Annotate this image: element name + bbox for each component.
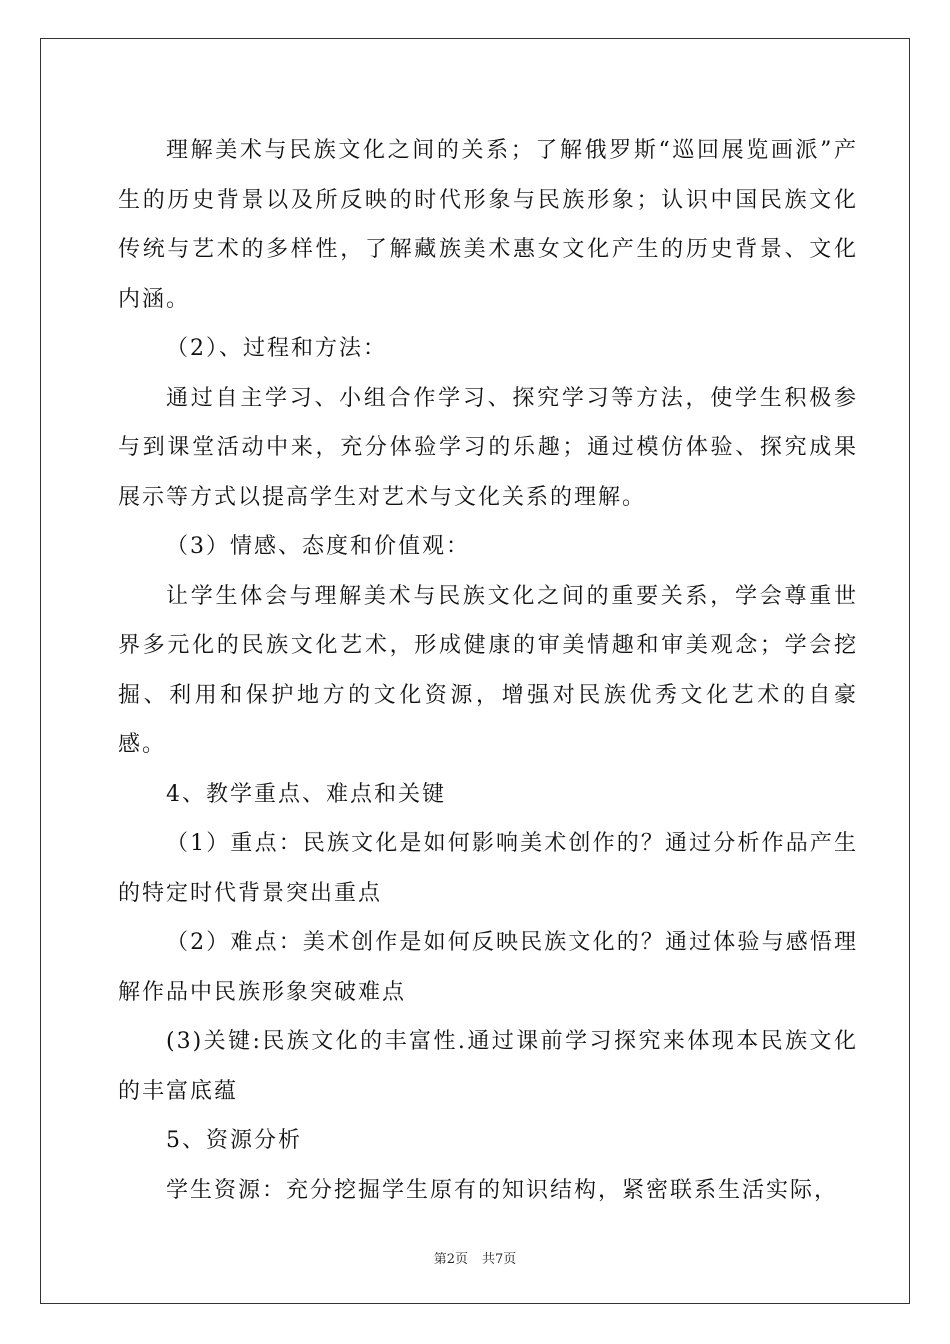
page-footer bbox=[0, 1248, 950, 1267]
paragraph-emotion-values: 让学生体会与理解美术与民族文化之间的重要关系，学会尊重世界多元化的民族文化艺术，形成健康的审美情趣和审美观念；学会挖掘、利用和保护地方的文化资源，增强对民族优秀文化艺术的自豪感。 bbox=[118, 583, 858, 757]
page-total: 共7页 bbox=[482, 1252, 517, 1267]
paragraph-student-resources: 学生资源：充分挖掘学生原有的知识结构，紧密联系生活实际， bbox=[166, 1177, 839, 1203]
document-body bbox=[118, 126, 858, 1215]
paragraph-key-point-1: （1）重点：民族文化是如何影响美术创作的？通过分析作品产生的特定时代背景突出重点 bbox=[118, 831, 858, 906]
heading-emotion-values: （3）情感、态度和价值观： bbox=[166, 534, 470, 559]
paragraph-process-method: 通过自主学习、小组合作学习、探究学习等方法，使学生积极参与到课堂活动中来，充分体验学习的乐趣；通过模仿体验、探究成果展示等方式以提高学生对艺术与文化关系的理解。 bbox=[118, 385, 858, 510]
heading-resource-analysis: 5、资源分析 bbox=[166, 1128, 302, 1153]
paragraph-key-point-2: （2）难点：美术创作是如何反映民族文化的？通过体验与感悟理解作品中民族形象突破难点 bbox=[118, 930, 858, 1005]
paragraph-objectives-knowledge: 理解美术与民族文化之间的关系；了解俄罗斯“巡回展览画派”产生的历史背景以及所反映的时代形象与民族形象；认识中国民族文化传统与艺术的多样性，了解藏族美术惠女文化产生的历史背景、文化内涵。 bbox=[118, 138, 858, 312]
heading-process-method: （2）、过程和方法： bbox=[166, 336, 387, 361]
paragraph-key-point-3: (3)关键:民族文化的丰富性.通过课前学习探究来体现本民族文化的丰富底蕴 bbox=[118, 1029, 858, 1104]
page-number: 第2页 bbox=[433, 1252, 468, 1267]
heading-key-points: 4、教学重点、难点和关键 bbox=[166, 781, 446, 807]
